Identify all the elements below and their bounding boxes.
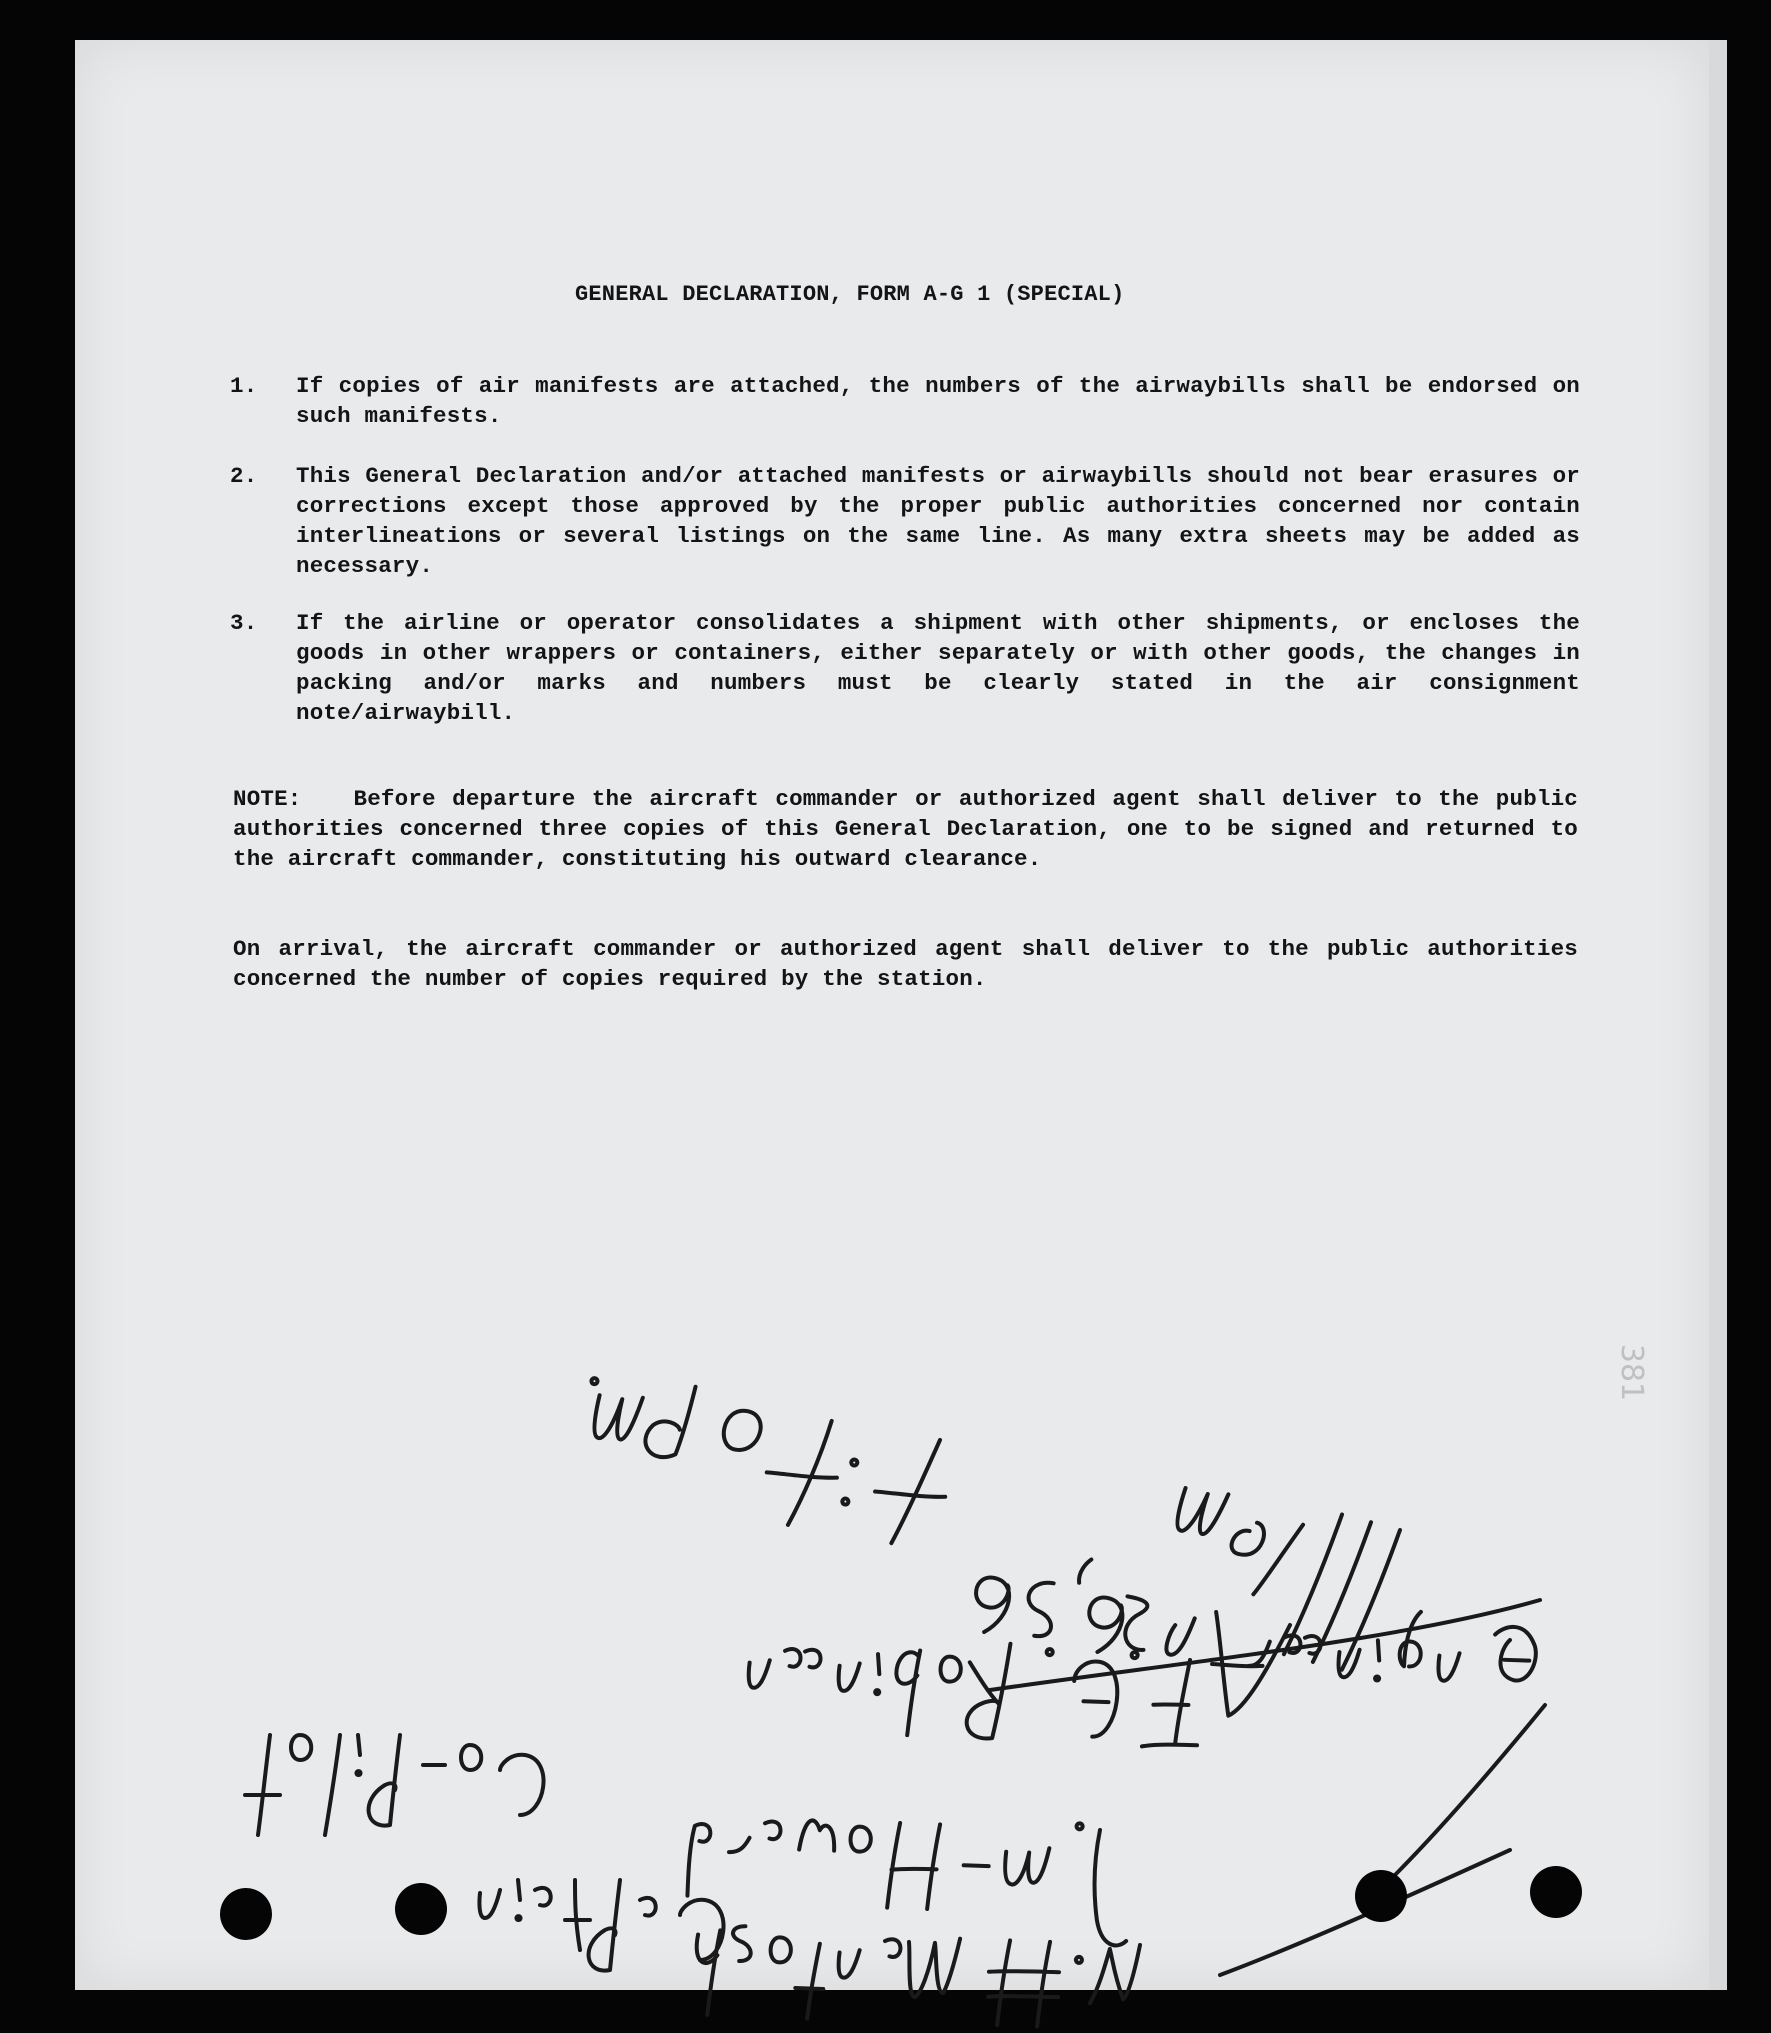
item-text: If copies of air manifests are attached, the numbers of the airwaybills shall be endorsed on such manifests. [296,373,1580,429]
note-text: Before departure the aircraft commander or authorized agent shall deliver to the public authorities concerned three copies of this General Declaration, one to be signed and returned to the aircraft commander, constituting his outward clearance. [233,786,1578,872]
page-edge [1709,40,1727,1990]
punch-hole [1355,1870,1407,1922]
document-page [75,40,1709,1990]
arrival-note: On arrival, the aircraft commander or authorized agent shall deliver to the public authorities concerned the number of copies required by the station. [233,936,1578,992]
page-stamp-number: 381 [1614,1343,1650,1402]
item-text: This General Declaration and/or attached manifests or airwaybills should not bear erasures or corrections except those approved by the proper public authorities concerned nor contain interlineations or several listings on the same line. As many extra sheets may be added as necessary. [296,463,1580,579]
item-text: If the airline or operator consolidates a shipment with other shipments, or encloses the goods in other wrappers or containers, either separately or with other goods, the changes in packing and/or marks and numbers must be clearly stated in the air consignment note/airwaybill. [296,610,1580,726]
punch-hole [1530,1866,1582,1918]
item-number: 2. [230,463,258,489]
document-title: GENERAL DECLARATION, FORM A-G 1 (SPECIAL) [575,282,1125,307]
punch-hole [220,1888,272,1940]
note-label: NOTE: [233,786,302,812]
departure-note [233,784,1578,874]
item-number: 1. [230,373,258,399]
item-number: 3. [230,610,258,636]
punch-hole [395,1883,447,1935]
